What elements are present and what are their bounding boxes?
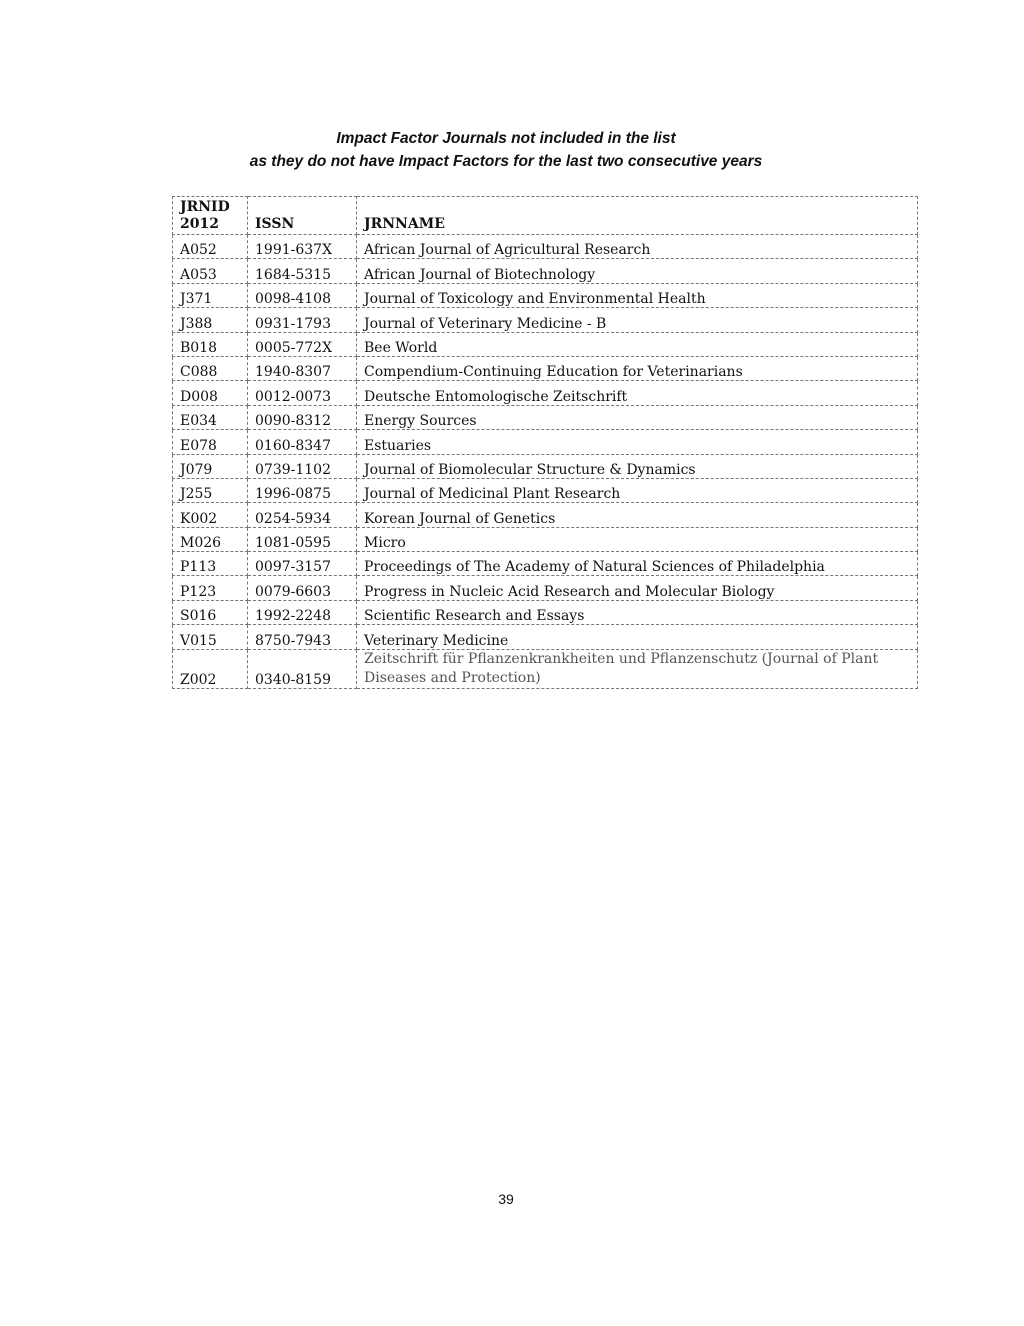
cell-jrnid: M026 [173, 527, 248, 551]
table-row [173, 552, 918, 576]
cell-jrnname: Estuaries [357, 430, 918, 454]
cell-jrnid: J079 [173, 454, 248, 478]
cell-jrnid: P123 [173, 576, 248, 600]
page-number: 39 [498, 1191, 514, 1207]
cell-jrnname: Micro [357, 527, 918, 551]
cell-issn: 0254-5934 [248, 503, 357, 527]
table-row [173, 527, 918, 551]
cell-jrnid: E078 [173, 430, 248, 454]
cell-jrnid: P113 [173, 552, 248, 576]
cell-jrnname: Progress in Nucleic Acid Research and Molecular Biology [357, 576, 918, 600]
cell-issn: 0005-772X [248, 332, 357, 356]
cell-jrnid: A053 [173, 259, 248, 283]
cell-jrnname: Deutsche Entomologische Zeitschrift [357, 381, 918, 405]
cell-jrnname: Journal of Biomolecular Structure & Dynamics [357, 454, 918, 478]
header-jrnid-line-2: 2012 [180, 216, 219, 232]
cell-jrnname: Korean Journal of Genetics [357, 503, 918, 527]
cell-jrnid: C088 [173, 356, 248, 380]
header-jrnid [173, 197, 248, 235]
cell-issn: 1996-0875 [248, 478, 357, 502]
cell-jrnid: E034 [173, 405, 248, 429]
table-header-row [173, 197, 918, 235]
table-row [173, 405, 918, 429]
table-row [173, 283, 918, 307]
cell-jrnname: Zeitschrift für Pflanzenkrankheiten und Pflanzenschutz (Journal of Plant Diseases and Protection) [357, 649, 918, 688]
header-issn: ISSN [248, 197, 357, 235]
cell-issn: 1992-2248 [248, 600, 357, 624]
cell-jrnid: S016 [173, 600, 248, 624]
cell-issn: 1684-5315 [248, 259, 357, 283]
journals-table [172, 196, 918, 689]
cell-jrnname: African Journal of Biotechnology [357, 259, 918, 283]
cell-jrnname: Veterinary Medicine [357, 625, 918, 649]
cell-issn: 1991-637X [248, 235, 357, 259]
cell-jrnname: Journal of Medicinal Plant Research [357, 478, 918, 502]
table-row [173, 503, 918, 527]
table-row [173, 356, 918, 380]
table-row [173, 259, 918, 283]
cell-jrnname: Proceedings of The Academy of Natural Sciences of Philadelphia [357, 552, 918, 576]
table-row [173, 576, 918, 600]
cell-jrnid: K002 [173, 503, 248, 527]
cell-jrnname: Journal of Veterinary Medicine - B [357, 308, 918, 332]
cell-issn: 0097-3157 [248, 552, 357, 576]
table-row [173, 625, 918, 649]
cell-jrnname: African Journal of Agricultural Research [357, 235, 918, 259]
cell-jrnname: Scientific Research and Essays [357, 600, 918, 624]
cell-issn: 0090-8312 [248, 405, 357, 429]
cell-issn: 8750-7943 [248, 625, 357, 649]
document-title-line-1: Impact Factor Journals not included in the list [336, 130, 676, 147]
cell-jrnname: Energy Sources [357, 405, 918, 429]
cell-issn: 0739-1102 [248, 454, 357, 478]
table-row [173, 430, 918, 454]
cell-issn: 1081-0595 [248, 527, 357, 551]
cell-jrnid: V015 [173, 625, 248, 649]
document-title-line-2: as they do not have Impact Factors for the last two consecutive years [249, 153, 763, 170]
table-row [173, 649, 918, 688]
table-row [173, 600, 918, 624]
cell-issn: 0012-0073 [248, 381, 357, 405]
table-row [173, 308, 918, 332]
cell-issn: 0340-8159 [248, 649, 357, 688]
header-jrnname: JRNNAME [357, 197, 918, 235]
table-row [173, 332, 918, 356]
table-row [173, 381, 918, 405]
cell-jrnid: D008 [173, 381, 248, 405]
cell-jrnid: B018 [173, 332, 248, 356]
cell-issn: 1940-8307 [248, 356, 357, 380]
cell-jrnid: A052 [173, 235, 248, 259]
cell-issn: 0098-4108 [248, 283, 357, 307]
cell-issn: 0931-1793 [248, 308, 357, 332]
cell-jrnname: Compendium-Continuing Education for Veterinarians [357, 356, 918, 380]
table-row [173, 454, 918, 478]
cell-jrnid: Z002 [173, 649, 248, 688]
cell-jrnid: J371 [173, 283, 248, 307]
cell-issn: 0160-8347 [248, 430, 357, 454]
cell-jrnid: J255 [173, 478, 248, 502]
cell-jrnname: Journal of Toxicology and Environmental Health [357, 283, 918, 307]
header-jrnid-line-1: JRNID [180, 199, 230, 215]
table-row [173, 235, 918, 259]
table-row [173, 478, 918, 502]
cell-jrnname: Bee World [357, 332, 918, 356]
cell-jrnid: J388 [173, 308, 248, 332]
cell-issn: 0079-6603 [248, 576, 357, 600]
